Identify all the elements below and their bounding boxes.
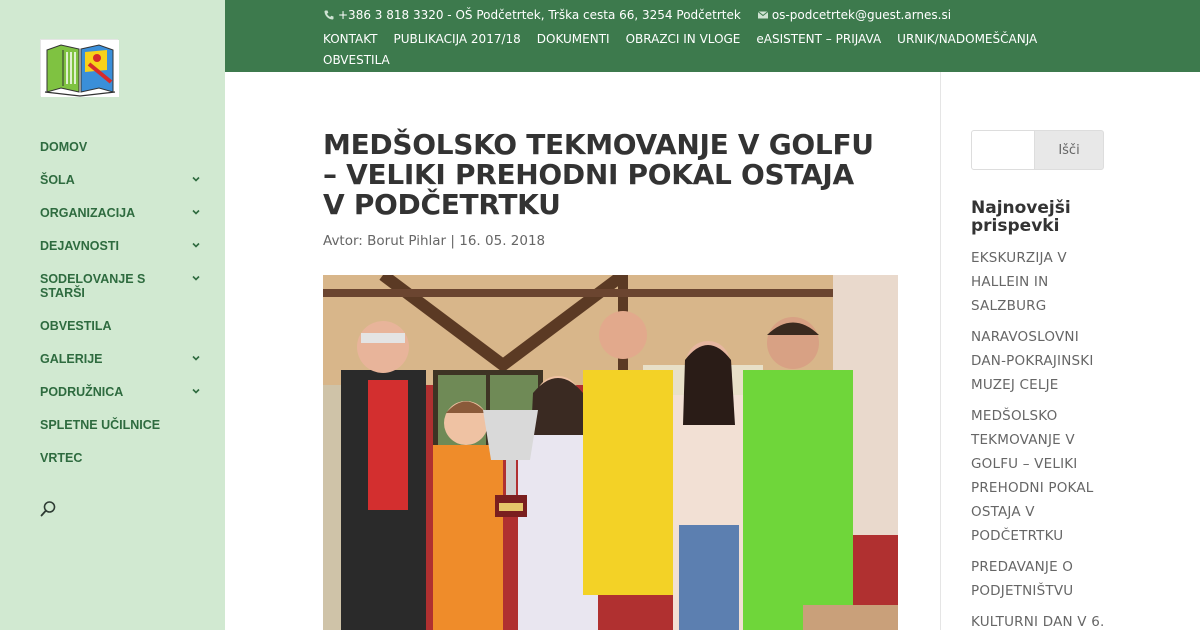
chevron-down-icon[interactable]: [191, 174, 201, 184]
chevron-down-icon[interactable]: [191, 240, 201, 250]
chevron-down-icon[interactable]: [191, 273, 201, 283]
topnav-item-dokumenti[interactable]: DOKUMENTI: [536, 32, 610, 46]
sidebar-item-label: DEJAVNOSTI: [40, 239, 119, 253]
sidebar-item-galerije[interactable]: [40, 352, 205, 366]
recent-post-link[interactable]: MEDŠOLSKO TEKMOVANJE V GOLFU – VELIKI PREHODNI POKAL OSTAJA V PODČETRTKU: [971, 408, 1094, 544]
sidebar-item-label: VRTEC: [40, 451, 83, 465]
email-link[interactable]: os-podcetrtek@guest.arnes.si: [771, 8, 952, 22]
recent-post-link[interactable]: NARAVOSLOVNI DAN-POKRAJINSKI MUZEJ CELJE: [971, 329, 1094, 393]
sidebar-item-label: OBVESTILA: [40, 319, 112, 333]
sidebar-item-label: GALERIJE: [40, 352, 103, 366]
meta-separator: |: [450, 233, 455, 249]
content-divider: [940, 72, 941, 630]
search-button[interactable]: Išči: [1034, 130, 1104, 170]
sidebar-item-label: SODELOVANJE S STARŠI: [40, 272, 146, 300]
sidebar-item-podruznica[interactable]: [40, 385, 205, 399]
sidebar-item-label: DOMOV: [40, 140, 88, 154]
recent-post-link[interactable]: KULTURNI DAN V 6.: [971, 614, 1105, 630]
top-navigation: [323, 29, 1063, 71]
post-title: MEDŠOLSKO TEKMOVANJE V GOLFU – VELIKI PREHODNI POKAL OSTAJA V PODČETRTKU: [323, 128, 874, 221]
sidebar-item-dejavnosti[interactable]: [40, 239, 205, 253]
top-header: [225, 0, 1200, 72]
search-input[interactable]: [971, 130, 1035, 170]
chevron-down-icon[interactable]: [191, 386, 201, 396]
post-date: 16. 05. 2018: [459, 233, 546, 249]
recent-posts-list: [971, 246, 1111, 630]
sidebar-item-domov[interactable]: [40, 140, 170, 154]
topnav-item-urnik[interactable]: URNIK/NADOMEŠČANJA: [897, 32, 1038, 46]
chevron-down-icon[interactable]: [191, 353, 201, 363]
school-logo[interactable]: [40, 39, 118, 96]
sidebar-item-spletne-ucilnice[interactable]: [40, 418, 205, 432]
phone-icon: [323, 9, 335, 21]
contact-bar: [323, 8, 951, 22]
search-icon[interactable]: [39, 500, 57, 518]
recent-post-link[interactable]: PREDAVANJE O PODJETNIŠTVU: [971, 559, 1074, 599]
topnav-item-kontakt[interactable]: KONTAKT: [323, 32, 378, 46]
recent-post-link[interactable]: EKSKURZIJA V HALLEIN IN SALZBURG: [971, 250, 1067, 314]
sidebar-item-sodelovanje[interactable]: [40, 272, 205, 300]
sidebar-item-sola[interactable]: [40, 173, 205, 187]
sidebar-item-label: SPLETNE UČILNICE: [40, 418, 161, 432]
author-link[interactable]: Borut Pihlar: [367, 233, 447, 249]
group-photo-image: [323, 275, 898, 630]
phone-address-text[interactable]: +386 3 818 3320 - OŠ Podčetrtek, Trška cesta 66, 3254 Podčetrtek: [338, 8, 741, 22]
sidebar-item-label: ŠOLA: [40, 173, 75, 187]
topnav-item-publikacija[interactable]: PUBLIKACIJA 2017/18: [393, 32, 521, 46]
sidebar-item-label: PODRUŽNICA: [40, 385, 124, 399]
author-prefix: Avtor:: [323, 233, 363, 249]
recent-posts-title: Najnovejši prispevki: [971, 198, 1071, 236]
left-sidebar: [0, 0, 225, 630]
book-logo-icon: [41, 40, 119, 97]
topnav-item-obrazci[interactable]: OBRAZCI IN VLOGE: [625, 32, 741, 46]
envelope-icon: [757, 9, 769, 21]
sidebar-item-label: ORGANIZACIJA: [40, 206, 136, 220]
sidebar-item-vrtec[interactable]: [40, 451, 170, 465]
topnav-item-easistent[interactable]: eASISTENT – PRIJAVA: [756, 32, 882, 46]
featured-image: [323, 275, 898, 630]
post-meta: [323, 233, 545, 249]
chevron-down-icon[interactable]: [191, 207, 201, 217]
sidebar-item-organizacija[interactable]: [40, 206, 205, 220]
sidebar-item-obvestila[interactable]: [40, 319, 170, 333]
topnav-item-obvestila[interactable]: OBVESTILA: [323, 53, 390, 67]
